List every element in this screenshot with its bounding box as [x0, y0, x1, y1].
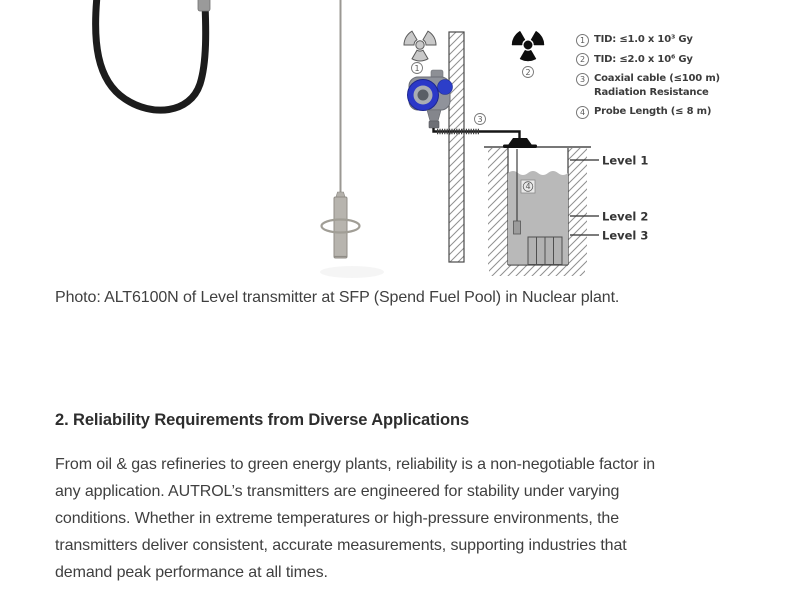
body-line: From oil & gas refineries to green energy plants, reliability is a non-negotiable factor in: [55, 456, 656, 473]
probe-mount-bar: [503, 145, 537, 149]
pool-wall-left: [488, 148, 508, 265]
shield-wall: [449, 32, 464, 262]
legend-item-1: [576, 33, 746, 47]
diagram-label-4: [521, 180, 535, 193]
transmitter-display-lens: [418, 90, 429, 101]
transmitter: [408, 70, 453, 128]
coiled-cable: [96, 0, 206, 110]
radiation-trefoil-low-icon: [404, 31, 436, 61]
body-line: transmitters deliver consistent, accurate measurements, supporting industries that: [55, 537, 627, 554]
diagram-label-1: [412, 63, 423, 74]
pool-floor-hatch: [489, 265, 585, 276]
body-line: demand peak performance at all times.: [55, 564, 328, 581]
legend-text-1: TID: ≤1.0 x 10³ Gy: [594, 34, 693, 45]
cable-connector: [198, 0, 210, 11]
legend-text-4: Probe Length (≤ 8 m): [594, 106, 712, 117]
svg-text:4: 4: [525, 182, 531, 192]
legend-item-2: [576, 53, 746, 67]
svg-text:3: 3: [477, 114, 483, 124]
photo-caption: Photo: ALT6100N of Level transmitter at SFP (Spend Fuel Pool) in Nuclear plant.: [55, 289, 620, 306]
schematic-legend: [576, 33, 746, 125]
product-photo: [96, 0, 384, 278]
diagram-label-2: [523, 67, 534, 78]
sensor-taper: [336, 192, 345, 197]
legend-num-4: 4: [576, 106, 589, 119]
legend-text-3: Coaxial cable (≤100 m): [594, 73, 720, 84]
body-line: any application. AUTROL’s transmitters are engineered for stability under varying: [55, 483, 620, 500]
svg-text:2: 2: [525, 67, 531, 77]
legend-text-2: TID: ≤2.0 x 10⁶ Gy: [594, 53, 693, 65]
radiation-trefoil-high-icon: [512, 31, 544, 61]
svg-text:1: 1: [414, 63, 420, 73]
section-heading: 2. Reliability Requirements from Diverse Applications: [55, 411, 470, 429]
probe-weight: [514, 221, 521, 234]
legend-num-1: 1: [576, 34, 589, 47]
probe-mount: [508, 138, 532, 145]
body-line: conditions. Whether in extreme temperatures or high-pressure environments, the: [55, 510, 620, 527]
legend-item-3: [576, 72, 746, 99]
transmitter-connector: [429, 121, 439, 128]
pool-wall-right: [568, 148, 587, 265]
level1-label: Level 1: [602, 153, 649, 168]
sensor-body: [334, 197, 347, 258]
transmitter-rear-cap: [438, 80, 453, 95]
figure-area: [0, 0, 800, 285]
legend-item-4: [576, 105, 746, 119]
diagram-label-3: [475, 114, 486, 125]
level3-label: Level 3: [602, 228, 649, 243]
legend-text-3b: Radiation Resistance: [594, 87, 709, 98]
photo-shadow: [320, 266, 384, 278]
section-body: [55, 451, 770, 586]
legend-num-2: 2: [576, 53, 589, 66]
level2-label: Level 2: [602, 209, 649, 224]
transmitter-neck: [427, 110, 441, 121]
legend-num-3: 3: [576, 73, 589, 86]
fuel-racks: [528, 237, 562, 265]
